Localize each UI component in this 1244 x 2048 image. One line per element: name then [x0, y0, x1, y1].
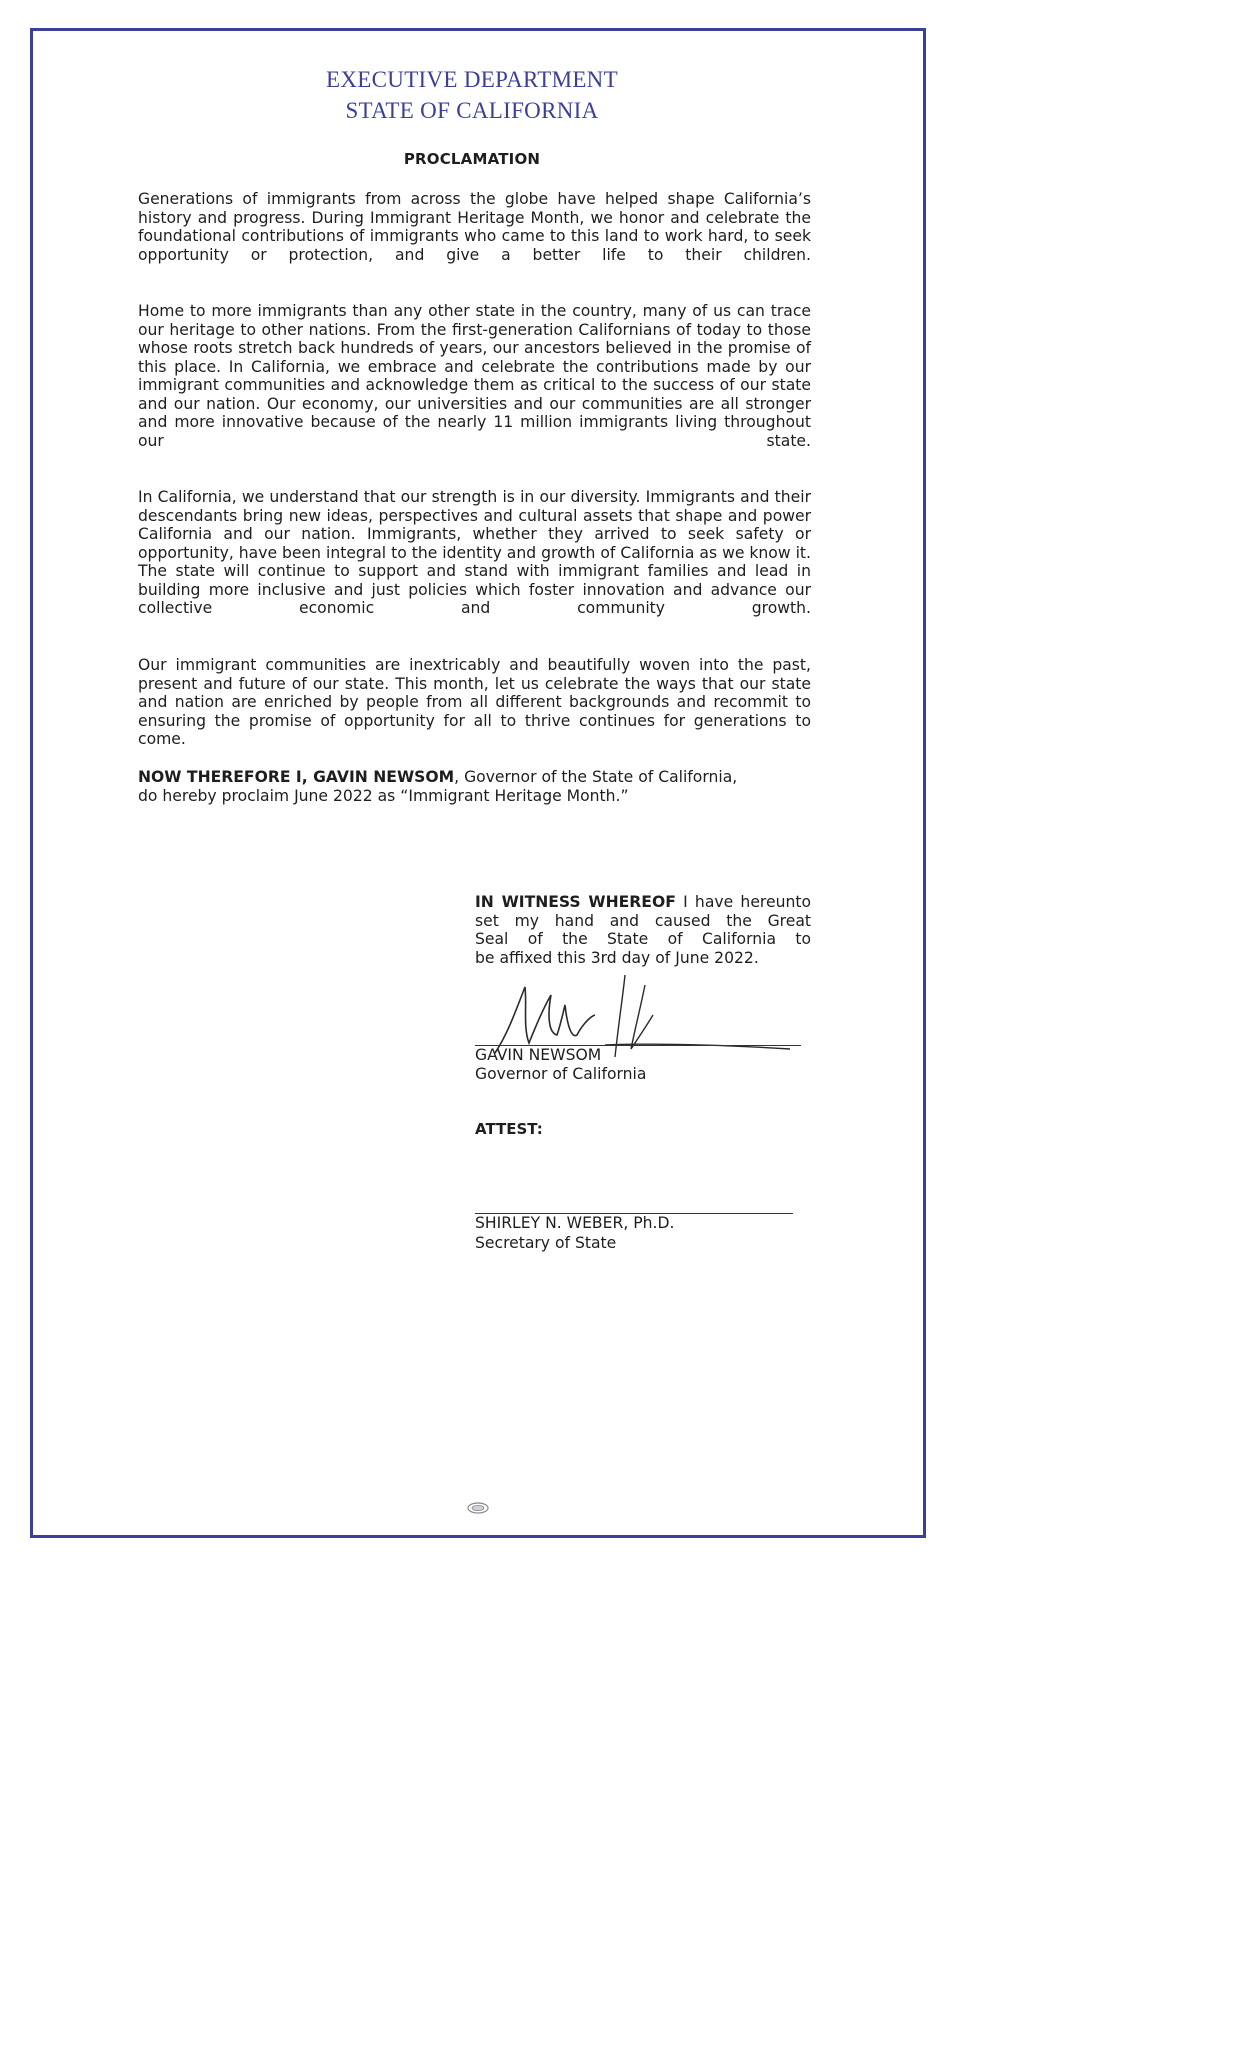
proclaim-line-1-rest: , Governor of the State of California,: [454, 768, 738, 786]
attest-label: ATTEST:: [475, 1120, 543, 1138]
witness-block: [475, 893, 811, 967]
secretary-name: SHIRLEY N. WEBER, Ph.D.: [475, 1214, 675, 1232]
witness-line-3: Seal of the State of California to: [475, 930, 811, 948]
header-state: STATE OF CALIFORNIA: [345, 98, 599, 123]
proclaim-line-1: [138, 768, 737, 787]
secretary-title: Secretary of State: [475, 1234, 617, 1252]
governor-name: GAVIN NEWSOM: [475, 1046, 602, 1064]
header-department: EXECUTIVE DEPARTMENT: [326, 67, 618, 92]
witness-line-4: be affixed this 3rd day of June 2022.: [475, 948, 759, 967]
paragraph-4: Our immigrant communities are inextricably and beautifully woven into the past, present and future of our state. This month, let us celebrate the ways that our state and nation are enriched by people from all different backgrounds and recommit to ensuring the promise of opportunity for all to thrive continues for generations to come.: [138, 656, 811, 748]
witness-line-1: [475, 893, 811, 912]
seal-icon: [466, 1501, 490, 1515]
paragraph-2: Home to more immigrants than any other state in the country, many of us can trace our heritage to other nations. From the first-generation Californians of today to those whose roots stretch back hundreds of years, our ancestors believed in the promise of this place. In California, we embrace and celebrate the contributions made by our immigrant communities and acknowledge them as critical to the success of our state and our nation. Our economy, our universities and our communities are all stronger and more innovative because of the nearly 11 million immigrants living throughout our state.: [138, 302, 811, 450]
proclaim-lead: NOW THEREFORE I, GAVIN NEWSOM: [138, 768, 455, 786]
paragraph-1: Generations of immigrants from across the globe have helped shape California’s history and progress. During Immigrant Heritage Month, we honor and celebrate the foundational contributions of immigrants who came to this land to work hard, to seek opportunity or protection, and give a better life to their children.: [138, 190, 811, 264]
witness-line-1-rest: I have hereunto: [675, 893, 811, 911]
paragraph-3: In California, we understand that our strength is in our diversity. Immigrants and their descendants bring new ideas, perspectives and cultural assets that shape and power California and our nation. Immigrants, whether they arrived to seek safety or opportunity, have been integral to the identity and growth of California as we know it. The state will continue to support and stand with immigrant families and lead in building more inclusive and just policies which foster innovation and advance our collective economic and community growth.: [138, 488, 811, 617]
proclamation-title: PROCLAMATION: [403, 150, 541, 168]
governor-title: Governor of California: [475, 1065, 647, 1083]
witness-line-2: set my hand and caused the Great: [475, 911, 811, 930]
proclaim-line-2: do hereby proclaim June 2022 as “Immigrant Heritage Month.”: [138, 787, 629, 805]
witness-lead: IN WITNESS WHEREOF: [475, 893, 676, 911]
